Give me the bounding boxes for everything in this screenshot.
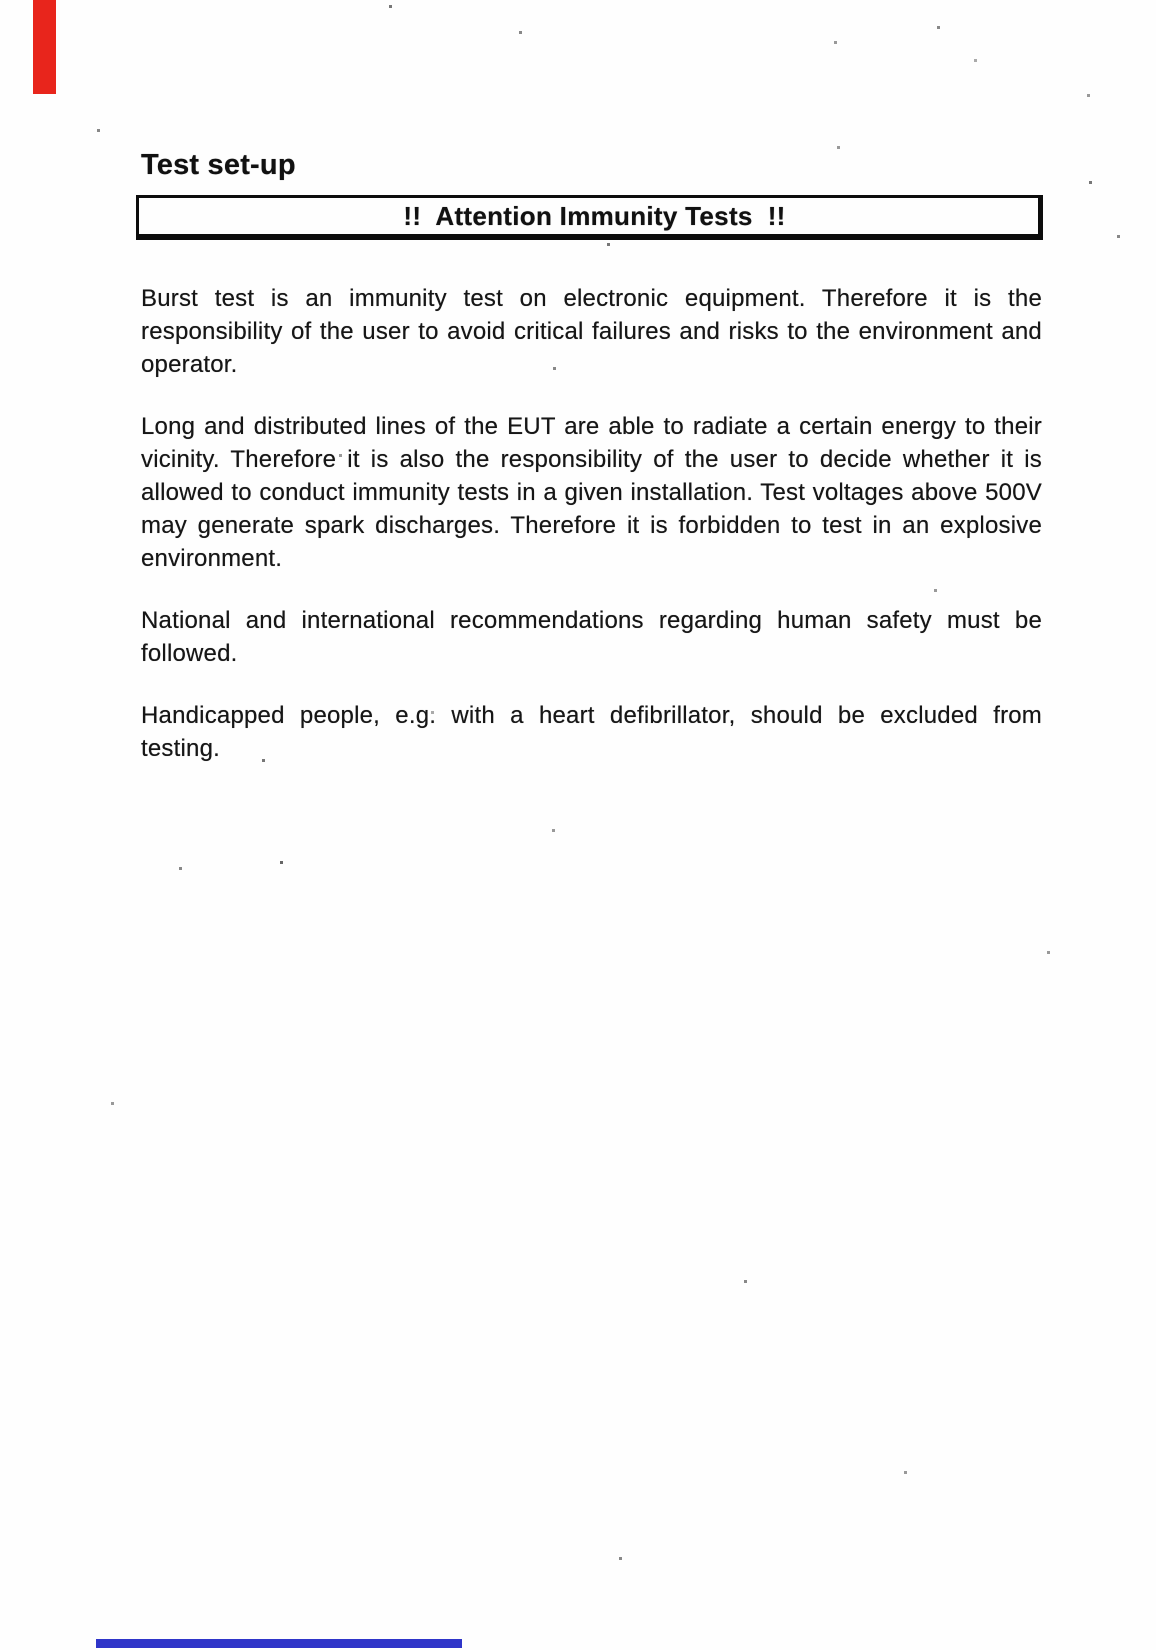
paragraph-burst-test: Burst test is an immunity test on electronic equipment. Therefore it is the responsibility of the user to avoid critical failures and risks to the environment and operator. [141, 285, 1042, 378]
paragraph-excluded-people: Handicapped people, e.g. with a heart defibrillator, should be excluded from testing. [141, 702, 1042, 762]
scan-artifact-red-bar [33, 0, 56, 94]
paragraph-radiated-energy: Long and distributed lines of the EUT are able to radiate a certain energy to their vicinity. Therefore it is also the responsibility of the user to decide whether it is allowed to conduct immunity tests in a given installation. Test voltages above 500V may generate spark discharges. Therefore it is forbidden to test in an explosive environment. [141, 413, 1042, 572]
paragraph-safety-recommendations: National and international recommendations regarding human safety must be followed. [141, 607, 1042, 667]
scan-noise [0, 0, 1, 1]
section-heading: Test set-up [141, 149, 296, 181]
body-text [141, 282, 1042, 794]
attention-box [136, 195, 1043, 240]
attention-box-title: !! Attention Immunity Tests !! [403, 200, 786, 231]
scan-artifact-blue-line [96, 1639, 462, 1648]
